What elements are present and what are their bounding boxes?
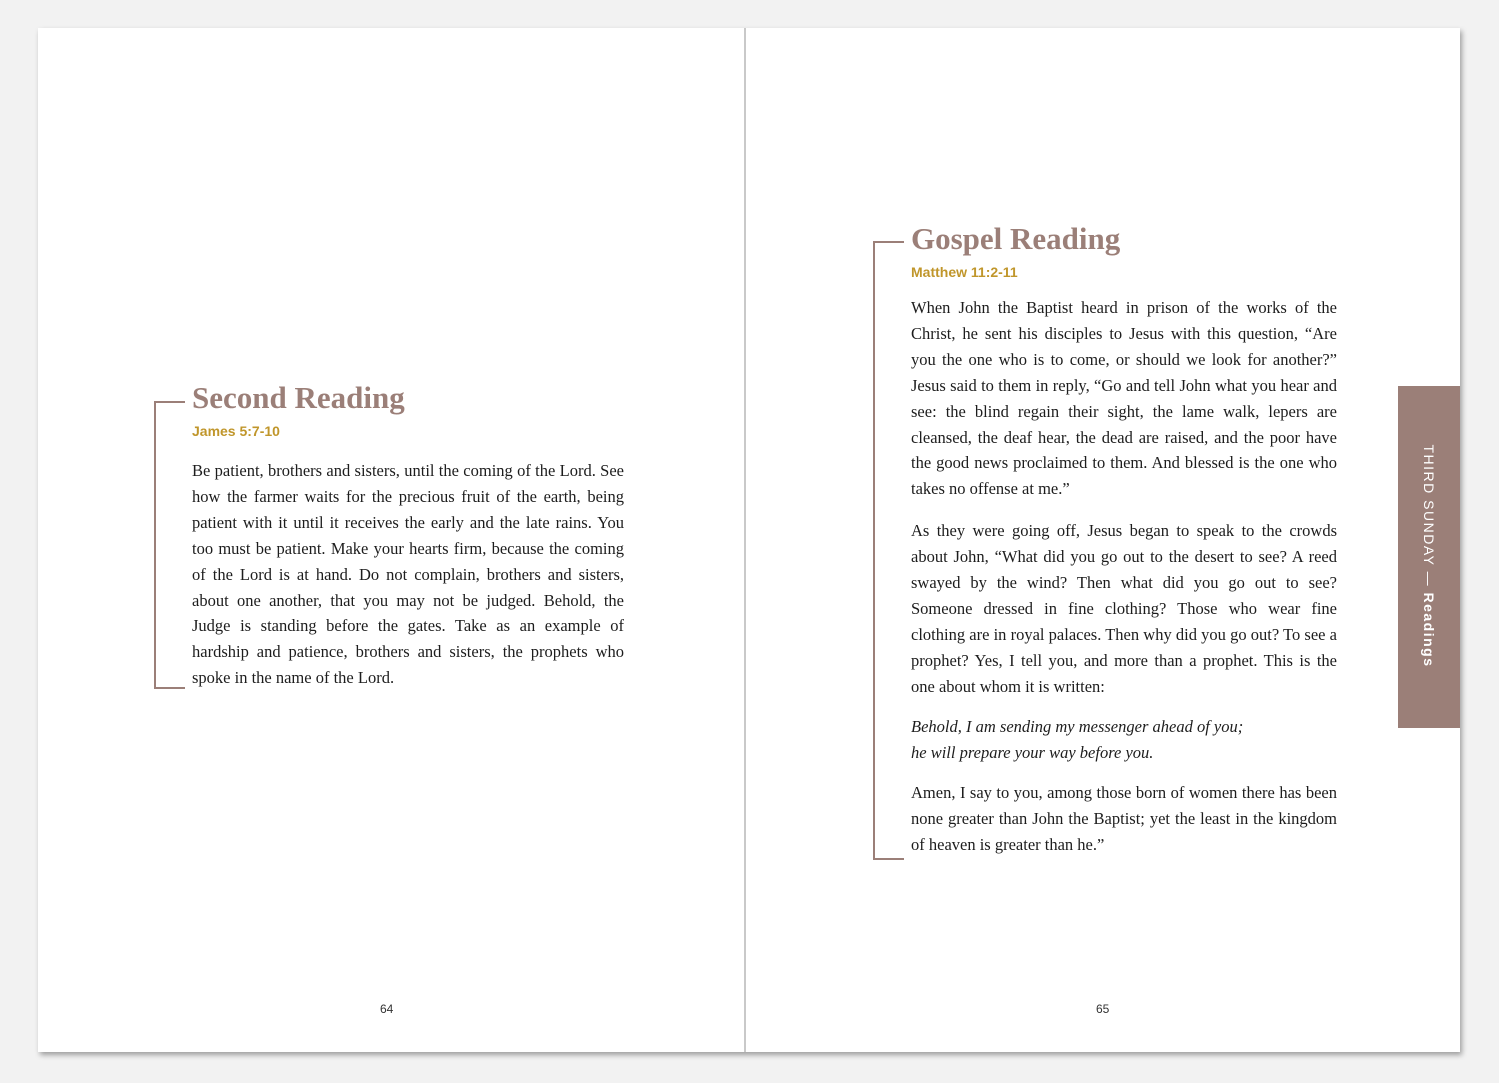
tab-subtitle: Readings	[1421, 592, 1437, 668]
quote-line: Behold, I am sending my messenger ahead of you;	[911, 716, 1244, 736]
left-page	[38, 28, 745, 1052]
scripture-quote	[911, 714, 1337, 766]
reading-paragraph: Amen, I say to you, among those born of women there has been none greater than John the Baptist; yet the least in the kingdom of heaven is greater than he.”	[911, 783, 1337, 855]
reading-body	[911, 295, 1337, 858]
reading-paragraph: As they were going off, Jesus began to speak to the crowds about John, “What did you go out to the desert to see? A reed swayed by the wind? Then what did you go out to see? Someone dressed in fine clothing? Those who wear fine clothing are in royal palaces. Then why did you go out? To see a prophet? Yes, I tell you, and more than a prophet. This is the one about whom it is written:	[911, 521, 1337, 696]
section-bracket	[154, 401, 185, 689]
page-number: 65	[1096, 1002, 1110, 1016]
quote-line: he will prepare your way before you.	[911, 742, 1154, 762]
section-title: Gospel Reading	[911, 221, 1121, 256]
section-tab	[1398, 386, 1460, 728]
reading-paragraph: When John the Baptist heard in prison of the works of the Christ, he sent his disciples to Jesus with this question, “Are you the one who is to come, or should we look for another?” Jesus said to them in reply, “Go and tell John what you hear and see: the blind regain their sight, the lame walk, lepers are cleansed, the deaf hear, the dead are raised, and the poor have the good news proclaimed to them. And blessed is the one who takes no offense at me.”	[911, 298, 1337, 499]
right-page	[746, 28, 1460, 1052]
second-reading-section	[192, 380, 624, 691]
section-bracket	[873, 241, 904, 860]
reading-body	[192, 458, 624, 691]
section-title: Second Reading	[192, 380, 405, 415]
gospel-reading-section	[911, 221, 1337, 858]
scripture-reference: James 5:7-10	[192, 423, 280, 439]
tab-title: THIRD SUNDAY —	[1421, 444, 1437, 588]
scripture-reference: Matthew 11:2-11	[911, 264, 1018, 280]
section-tab-label	[1421, 444, 1437, 667]
page-number: 64	[380, 1002, 394, 1016]
book-spread	[38, 28, 1460, 1052]
reading-paragraph: Be patient, brothers and sisters, until the coming of the Lord. See how the farmer waits for the precious fruit of the earth, being patient with it until it receives the early and the late rains. You too must be patient. Make your hearts firm, because the coming of the Lord is at hand. Do not complain, brothers and sisters, about one another, that you may not be judged. Behold, the Judge is standing before the gates. Take as an example of hardship and patience, brothers and sisters, the prophets who spoke in the name of the Lord.	[192, 461, 624, 688]
